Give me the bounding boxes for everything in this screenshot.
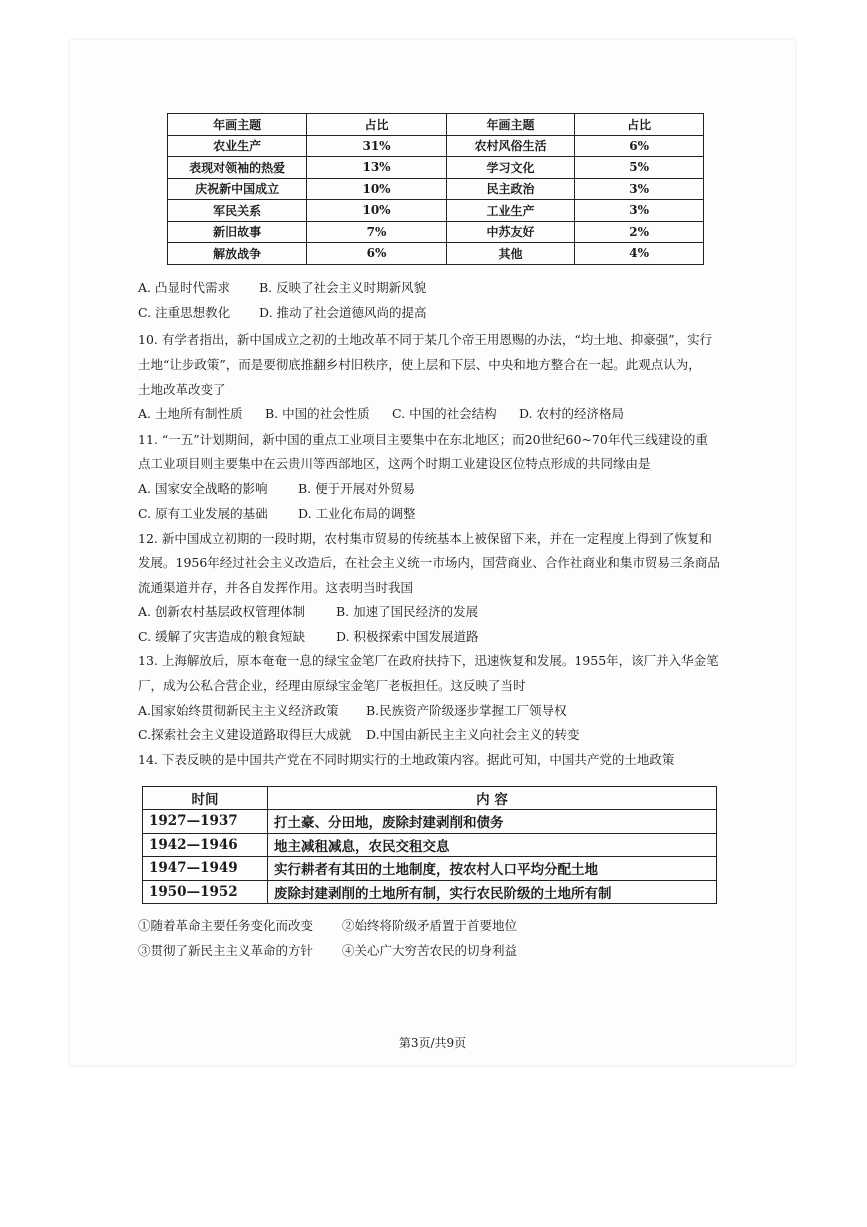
option-d: D.中国由新民主主义向社会主义的转变 bbox=[366, 727, 580, 742]
option-b: B. 便于开展对外贸易 bbox=[298, 481, 416, 496]
table-row bbox=[168, 135, 704, 157]
q11-options-row-2 bbox=[138, 506, 416, 522]
table-row bbox=[168, 178, 704, 200]
option-d: D. 工业化布局的调整 bbox=[298, 506, 416, 521]
table-cell: 军民关系 bbox=[168, 200, 307, 222]
table-row bbox=[168, 200, 704, 222]
table-row bbox=[168, 157, 704, 179]
table-cell: 4% bbox=[575, 243, 704, 265]
table-cell: 新旧故事 bbox=[168, 221, 307, 243]
statement-3: ③贯彻了新民主主义革命的方针 bbox=[138, 943, 314, 958]
table-cell: 中苏友好 bbox=[446, 221, 575, 243]
table-cell: 农业生产 bbox=[168, 135, 307, 157]
option-d: D. 推动了社会道德风尚的提高 bbox=[259, 305, 427, 320]
q14-statements-row-1 bbox=[138, 918, 517, 934]
q10-stem-line: 土地“让步政策”，而是要彻底推翻乡村旧秩序，使上层和下层、中央和地方整合在一起。此观点认为， bbox=[138, 357, 701, 372]
option-c: C. 原有工业发展的基础 bbox=[138, 506, 268, 521]
q13-options-row-1 bbox=[138, 703, 567, 719]
option-a: A.国家始终贯彻新民主主义经济政策 bbox=[138, 703, 339, 718]
page-number: 第3页/共9页 bbox=[398, 1036, 467, 1050]
option-d: D. 农村的经济格局 bbox=[519, 406, 625, 421]
table-cell: 工业生产 bbox=[446, 200, 575, 222]
table-cell: 31% bbox=[307, 135, 446, 157]
q13-options-row-2 bbox=[138, 727, 580, 743]
table-header-cell: 年画主题 bbox=[168, 114, 307, 136]
table-row bbox=[143, 880, 717, 904]
table-row bbox=[143, 810, 717, 834]
option-a: A. 国家安全战略的影响 bbox=[138, 481, 268, 496]
table-row bbox=[168, 243, 704, 265]
q12-stem-line: 12. 新中国成立初期的一段时期，农村集市贸易的传统基本上被保留下来，并在一定程度上得到了恢复和 bbox=[138, 531, 712, 546]
option-c: C.探索社会主义建设道路取得巨大成就 bbox=[138, 727, 352, 742]
q14-statements-row-2 bbox=[138, 943, 517, 959]
q9-options-row-1 bbox=[138, 280, 426, 296]
table-cell: 6% bbox=[575, 135, 704, 157]
table-cell: 地主减租减息，农民交租交息 bbox=[268, 833, 717, 857]
land-policy-table bbox=[142, 786, 717, 904]
exam-page bbox=[70, 40, 795, 1065]
option-c: C. 中国的社会结构 bbox=[392, 406, 497, 421]
table-header-cell: 内 容 bbox=[268, 787, 717, 810]
q10-options-row bbox=[138, 406, 624, 422]
option-b: B.民族资产阶级逐步掌握工厂领导权 bbox=[366, 703, 567, 718]
table-cell: 6% bbox=[307, 243, 446, 265]
table-cell: 学习文化 bbox=[446, 157, 575, 179]
table-header-cell: 时间 bbox=[143, 787, 268, 810]
table-cell: 打土豪、分田地，废除封建剥削和债务 bbox=[268, 810, 717, 834]
table-cell: 7% bbox=[307, 221, 446, 243]
q13-stem-line: 13. 上海解放后，原本奄奄一息的绿宝金笔厂在政府扶持下，迅速恢复和发展。1955年，该厂并入华金笔 bbox=[138, 653, 719, 668]
table-row bbox=[143, 833, 717, 857]
table-cell: 1927—1937 bbox=[143, 810, 268, 834]
table-cell: 解放战争 bbox=[168, 243, 307, 265]
option-b: B. 加速了国民经济的发展 bbox=[336, 604, 479, 619]
option-c: C. 注重思想教化 bbox=[138, 305, 231, 320]
q9-options-row-2 bbox=[138, 305, 427, 321]
option-b: B. 中国的社会性质 bbox=[265, 406, 370, 421]
q11-stem-line: 11. “一五”计划期间，新中国的重点工业项目主要集中在东北地区；而20世纪60~70年代三线建设的重 bbox=[138, 432, 708, 447]
table-cell: 实行耕者有其田的土地制度，按农村人口平均分配土地 bbox=[268, 857, 717, 881]
q10-stem-line: 土地改革改变了 bbox=[138, 382, 226, 397]
q12-options-row-2 bbox=[138, 629, 479, 645]
table-cell: 1950—1952 bbox=[143, 880, 268, 904]
statement-4: ④关心广大穷苦农民的切身利益 bbox=[342, 943, 518, 958]
table-cell: 1947—1949 bbox=[143, 857, 268, 881]
table-cell: 3% bbox=[575, 178, 704, 200]
statement-2: ②始终将阶级矛盾置于首要地位 bbox=[342, 918, 518, 933]
table-row bbox=[168, 221, 704, 243]
option-a: A. 创新农村基层政权管理体制 bbox=[138, 604, 305, 619]
option-c: C. 缓解了灾害造成的粮食短缺 bbox=[138, 629, 306, 644]
q10-stem-line: 10. 有学者指出，新中国成立之初的土地改革不同于某几个帝王用恩赐的办法，“均土地、抑豪强”，实行 bbox=[138, 332, 713, 347]
q11-stem-line: 点工业项目则主要集中在云贵川等西部地区，这两个时期工业建设区位特点形成的共同缘由是 bbox=[138, 456, 651, 471]
table-cell: 3% bbox=[575, 200, 704, 222]
painting-theme-table bbox=[167, 113, 704, 265]
table-cell: 10% bbox=[307, 200, 446, 222]
table-header-row bbox=[143, 787, 717, 810]
q14-stem-line: 14. 下表反映的是中国共产党在不同时期实行的土地政策内容。据此可知，中国共产党的土地政策 bbox=[138, 752, 675, 767]
table-header-cell: 占比 bbox=[307, 114, 446, 136]
table-cell: 民主政治 bbox=[446, 178, 575, 200]
q13-stem-line: 厂，成为公私合营企业，经理由原绿宝金笔厂老板担任。这反映了当时 bbox=[138, 678, 526, 693]
table-cell: 废除封建剥削的土地所有制，实行农民阶级的土地所有制 bbox=[268, 880, 717, 904]
q12-options-row-1 bbox=[138, 604, 478, 620]
option-d: D. 积极探索中国发展道路 bbox=[336, 629, 479, 644]
table-header-row bbox=[168, 114, 704, 136]
table-cell: 1942—1946 bbox=[143, 833, 268, 857]
option-a: A. 土地所有制性质 bbox=[138, 406, 243, 421]
q11-options-row-1 bbox=[138, 481, 415, 497]
option-a: A. 凸显时代需求 bbox=[138, 280, 230, 295]
table-cell: 5% bbox=[575, 157, 704, 179]
table-cell: 农村风俗生活 bbox=[446, 135, 575, 157]
statement-1: ①随着革命主要任务变化而改变 bbox=[138, 918, 314, 933]
table-cell: 13% bbox=[307, 157, 446, 179]
table-row bbox=[143, 857, 717, 881]
option-b: B. 反映了社会主义时期新风貌 bbox=[259, 280, 427, 295]
table-cell: 庆祝新中国成立 bbox=[168, 178, 307, 200]
table-header-cell: 年画主题 bbox=[446, 114, 575, 136]
table-cell: 2% bbox=[575, 221, 704, 243]
table-cell: 10% bbox=[307, 178, 446, 200]
q12-stem-line: 流通渠道并存，并各自发挥作用。这表明当时我国 bbox=[138, 580, 414, 595]
table-header-cell: 占比 bbox=[575, 114, 704, 136]
q12-stem-line: 发展。1956年经过社会主义改造后，在社会主义统一市场内，国营商业、合作社商业和集市贸易三条商品 bbox=[138, 555, 720, 570]
table-cell: 其他 bbox=[446, 243, 575, 265]
table-cell: 表现对领袖的热爱 bbox=[168, 157, 307, 179]
